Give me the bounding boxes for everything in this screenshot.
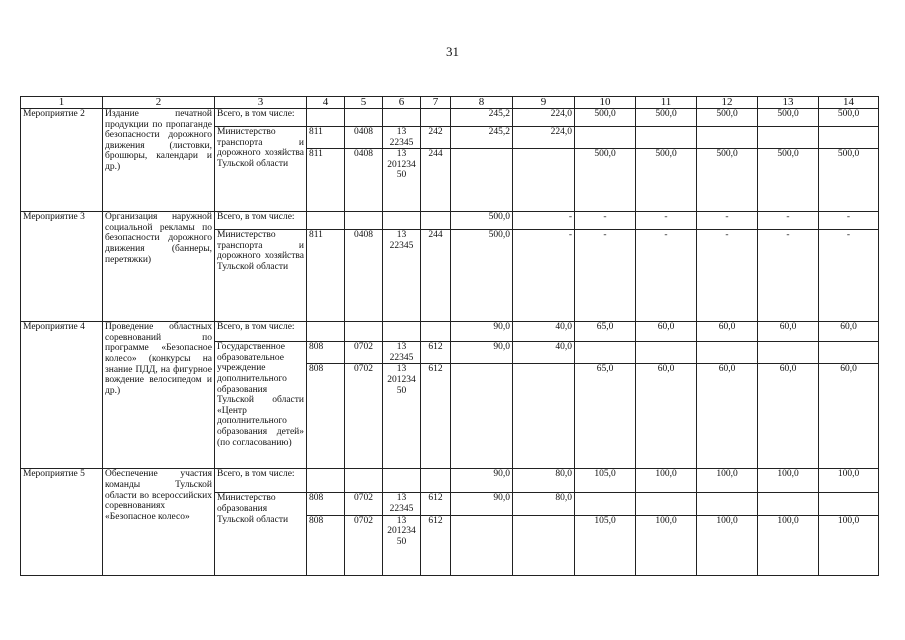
budget-code-cell xyxy=(383,212,421,230)
program-table xyxy=(20,96,879,576)
executor: Министерство образования Тульской области xyxy=(215,493,307,575)
detail-value xyxy=(513,364,575,469)
event-description: Обеспечение участия команды Тульской области во всероссийских соревнованиях «Безопасное колесо» xyxy=(103,469,215,575)
budget-code-target: 13 22345 xyxy=(383,127,421,149)
detail-value: - xyxy=(513,230,575,322)
event-description: Организация наружной социальной рекламы по безопасности дорожного движения (баннеры, перетяжки) xyxy=(103,212,215,322)
detail-value xyxy=(575,493,636,515)
detail-value xyxy=(758,342,819,364)
detail-value xyxy=(451,364,513,469)
total-value: 90,0 xyxy=(451,322,513,342)
event-id: Мероприятие 5 xyxy=(21,469,103,575)
budget-code-target: 13 201234 50 xyxy=(383,149,421,212)
budget-code-type: 612 xyxy=(421,342,451,364)
detail-value: 500,0 xyxy=(697,149,758,212)
total-value: 100,0 xyxy=(636,469,697,493)
total-value: 500,0 xyxy=(758,109,819,127)
detail-value xyxy=(697,342,758,364)
budget-code-grbs: 808 xyxy=(307,493,345,515)
total-value: 60,0 xyxy=(636,322,697,342)
total-value: 500,0 xyxy=(819,109,879,127)
total-value: 40,0 xyxy=(513,322,575,342)
detail-value: 100,0 xyxy=(758,515,819,575)
column-header: 4 xyxy=(307,97,345,109)
budget-code-cell xyxy=(421,469,451,493)
detail-value xyxy=(575,127,636,149)
detail-value: 60,0 xyxy=(758,364,819,469)
detail-value: 90,0 xyxy=(451,342,513,364)
budget-code-grbs: 808 xyxy=(307,515,345,575)
executor: Министерство транспорта и дорожного хозяйства Тульской области xyxy=(215,127,307,212)
detail-value xyxy=(758,493,819,515)
total-value: - xyxy=(697,212,758,230)
column-header: 7 xyxy=(421,97,451,109)
budget-code-section: 0702 xyxy=(345,515,383,575)
column-header: 14 xyxy=(819,97,879,109)
column-header: 6 xyxy=(383,97,421,109)
budget-code-cell xyxy=(307,109,345,127)
total-value: 224,0 xyxy=(513,109,575,127)
total-value: - xyxy=(575,212,636,230)
detail-value: 500,0 xyxy=(575,149,636,212)
detail-value: 100,0 xyxy=(697,515,758,575)
column-header: 8 xyxy=(451,97,513,109)
budget-code-grbs: 811 xyxy=(307,149,345,212)
detail-value xyxy=(636,127,697,149)
total-value: 100,0 xyxy=(697,469,758,493)
detail-value xyxy=(697,493,758,515)
total-value: 80,0 xyxy=(513,469,575,493)
budget-code-section: 0408 xyxy=(345,230,383,322)
column-header: 3 xyxy=(215,97,307,109)
budget-code-type: 612 xyxy=(421,493,451,515)
event-id: Мероприятие 4 xyxy=(21,322,103,469)
detail-value: 80,0 xyxy=(513,493,575,515)
executor: Министерство транспорта и дорожного хозяйства Тульской области xyxy=(215,230,307,322)
detail-value xyxy=(758,127,819,149)
total-value: - xyxy=(636,212,697,230)
budget-code-cell xyxy=(345,109,383,127)
budget-code-cell xyxy=(421,212,451,230)
budget-code-section: 0702 xyxy=(345,364,383,469)
column-header: 12 xyxy=(697,97,758,109)
budget-code-grbs: 808 xyxy=(307,364,345,469)
budget-code-cell xyxy=(307,322,345,342)
total-value: 500,0 xyxy=(451,212,513,230)
budget-code-type: 244 xyxy=(421,149,451,212)
event-total-row xyxy=(21,109,879,127)
detail-value xyxy=(513,515,575,575)
budget-code-cell xyxy=(345,322,383,342)
event-id: Мероприятие 3 xyxy=(21,212,103,322)
detail-value xyxy=(819,493,879,515)
detail-value xyxy=(636,342,697,364)
budget-code-cell xyxy=(383,322,421,342)
detail-value: 60,0 xyxy=(819,364,879,469)
total-value: 100,0 xyxy=(758,469,819,493)
budget-code-cell xyxy=(345,469,383,493)
detail-value xyxy=(451,515,513,575)
detail-value: - xyxy=(819,230,879,322)
column-header: 5 xyxy=(345,97,383,109)
total-value: 60,0 xyxy=(758,322,819,342)
budget-code-grbs: 811 xyxy=(307,127,345,149)
detail-value: 500,0 xyxy=(636,149,697,212)
budget-code-target: 13 22345 xyxy=(383,342,421,364)
detail-value: 100,0 xyxy=(636,515,697,575)
detail-value xyxy=(451,149,513,212)
total-value: 105,0 xyxy=(575,469,636,493)
column-header: 11 xyxy=(636,97,697,109)
column-header: 1 xyxy=(21,97,103,109)
detail-value: - xyxy=(758,230,819,322)
detail-value xyxy=(697,127,758,149)
budget-code-cell xyxy=(307,469,345,493)
total-value: 500,0 xyxy=(575,109,636,127)
total-value: 60,0 xyxy=(697,322,758,342)
budget-code-type: 612 xyxy=(421,364,451,469)
detail-value: 224,0 xyxy=(513,127,575,149)
detail-value: 100,0 xyxy=(819,515,879,575)
detail-value xyxy=(819,127,879,149)
total-value: - xyxy=(758,212,819,230)
budget-code-target: 13 22345 xyxy=(383,493,421,515)
event-description: Издание печатной продукции по пропаганде безопасности дорожного движения (листовки, брошюры, календари и др.) xyxy=(103,109,215,212)
budget-code-section: 0408 xyxy=(345,127,383,149)
budget-code-type: 242 xyxy=(421,127,451,149)
total-value: 90,0 xyxy=(451,469,513,493)
total-label: Всего, в том числе: xyxy=(215,109,307,127)
total-value: 245,2 xyxy=(451,109,513,127)
header-row xyxy=(21,97,879,109)
budget-code-grbs: 808 xyxy=(307,342,345,364)
budget-code-cell xyxy=(421,322,451,342)
budget-code-cell xyxy=(383,109,421,127)
detail-value: - xyxy=(697,230,758,322)
detail-value: - xyxy=(575,230,636,322)
detail-value: 65,0 xyxy=(575,364,636,469)
total-value: - xyxy=(513,212,575,230)
budget-code-type: 244 xyxy=(421,230,451,322)
detail-value xyxy=(819,342,879,364)
budget-code-cell xyxy=(307,212,345,230)
detail-value: 40,0 xyxy=(513,342,575,364)
detail-value: 105,0 xyxy=(575,515,636,575)
total-value: 100,0 xyxy=(819,469,879,493)
budget-code-grbs: 811 xyxy=(307,230,345,322)
column-header: 9 xyxy=(513,97,575,109)
detail-value: 500,0 xyxy=(451,230,513,322)
detail-value: 500,0 xyxy=(819,149,879,212)
detail-value: 245,2 xyxy=(451,127,513,149)
total-label: Всего, в том числе: xyxy=(215,322,307,342)
column-header: 13 xyxy=(758,97,819,109)
detail-value xyxy=(575,342,636,364)
total-label: Всего, в том числе: xyxy=(215,212,307,230)
detail-value: - xyxy=(636,230,697,322)
event-total-row xyxy=(21,322,879,342)
event-total-row xyxy=(21,469,879,493)
budget-code-section: 0702 xyxy=(345,493,383,515)
total-value: 500,0 xyxy=(697,109,758,127)
budget-code-cell xyxy=(383,469,421,493)
detail-value xyxy=(513,149,575,212)
budget-code-target: 13 201234 50 xyxy=(383,364,421,469)
detail-value: 500,0 xyxy=(758,149,819,212)
column-header: 10 xyxy=(575,97,636,109)
budget-code-cell xyxy=(421,109,451,127)
total-value: - xyxy=(819,212,879,230)
budget-code-cell xyxy=(345,212,383,230)
budget-code-target: 13 201234 50 xyxy=(383,515,421,575)
event-total-row xyxy=(21,212,879,230)
detail-value: 60,0 xyxy=(636,364,697,469)
budget-code-type: 612 xyxy=(421,515,451,575)
column-header: 2 xyxy=(103,97,215,109)
total-value: 65,0 xyxy=(575,322,636,342)
executor: Государственное образовательное учреждение дополнительного образования Тульской области «Центр дополнительного образования детей» (по согласованию) xyxy=(215,342,307,469)
page-number: 31 xyxy=(446,44,459,59)
detail-value: 90,0 xyxy=(451,493,513,515)
total-value: 500,0 xyxy=(636,109,697,127)
event-id: Мероприятие 2 xyxy=(21,109,103,212)
total-value: 60,0 xyxy=(819,322,879,342)
total-label: Всего, в том числе: xyxy=(215,469,307,493)
budget-code-section: 0408 xyxy=(345,149,383,212)
budget-code-target: 13 22345 xyxy=(383,230,421,322)
budget-code-section: 0702 xyxy=(345,342,383,364)
event-description: Проведение областных соревнований по программе «Безопасное колесо» (конкурсы на знание ПДД, на фигурное вождение велосипедом и др.) xyxy=(103,322,215,469)
detail-value: 60,0 xyxy=(697,364,758,469)
detail-value xyxy=(636,493,697,515)
